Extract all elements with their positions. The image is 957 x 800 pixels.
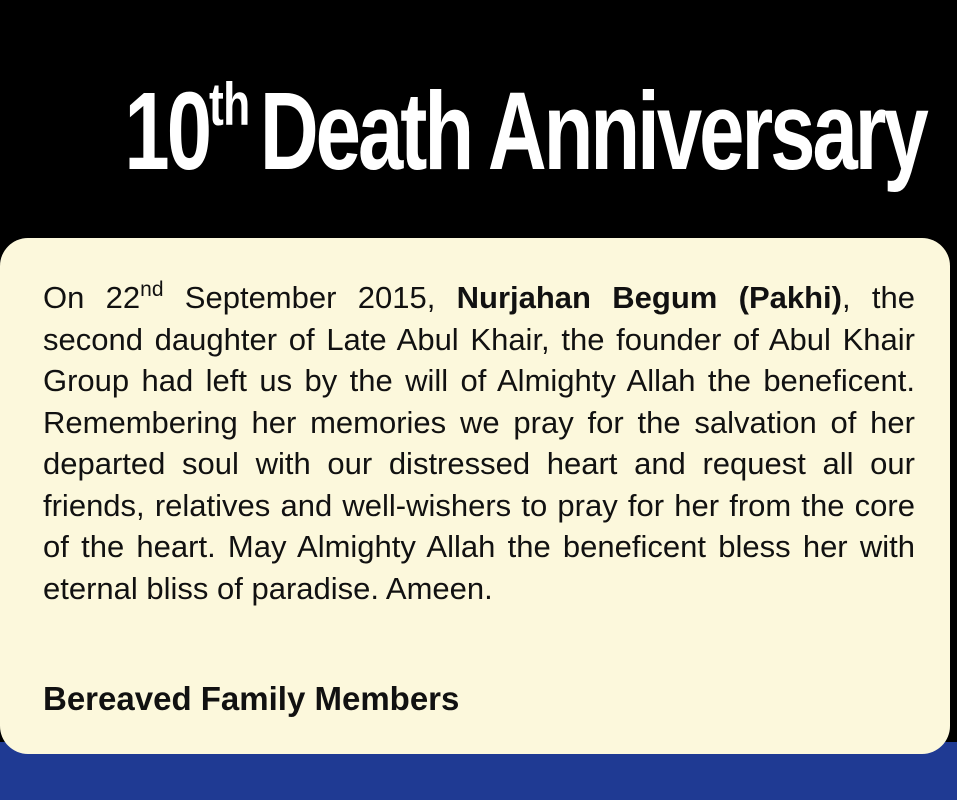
signature: Bereaved Family Members <box>43 680 460 717</box>
title-number: 10 <box>124 70 210 193</box>
body-date-rest: September 2015, <box>163 280 457 315</box>
body-intro: On 22 <box>43 280 141 315</box>
date-ordinal-suffix: nd <box>140 278 164 301</box>
notice-body <box>43 269 915 609</box>
deceased-name: Nurjahan Begum (Pakhi) <box>456 280 842 315</box>
title-ordinal-suffix: th <box>209 71 250 138</box>
title-text: Death Anniversary <box>259 70 926 193</box>
page-title <box>124 40 926 197</box>
body-text: , the second daughter of Late Abul Khair, the founder of Abul Khair Group had left us by the will of Almighty Allah the beneficent. Remembering her memories we pray for the salvation of her departed soul with our distressed heart and request all our friends, relatives and well-wishers to pray for her from the core of the heart. May Almighty Allah the beneficent bless her with eternal bliss of paradise. Ameen. <box>43 280 916 606</box>
